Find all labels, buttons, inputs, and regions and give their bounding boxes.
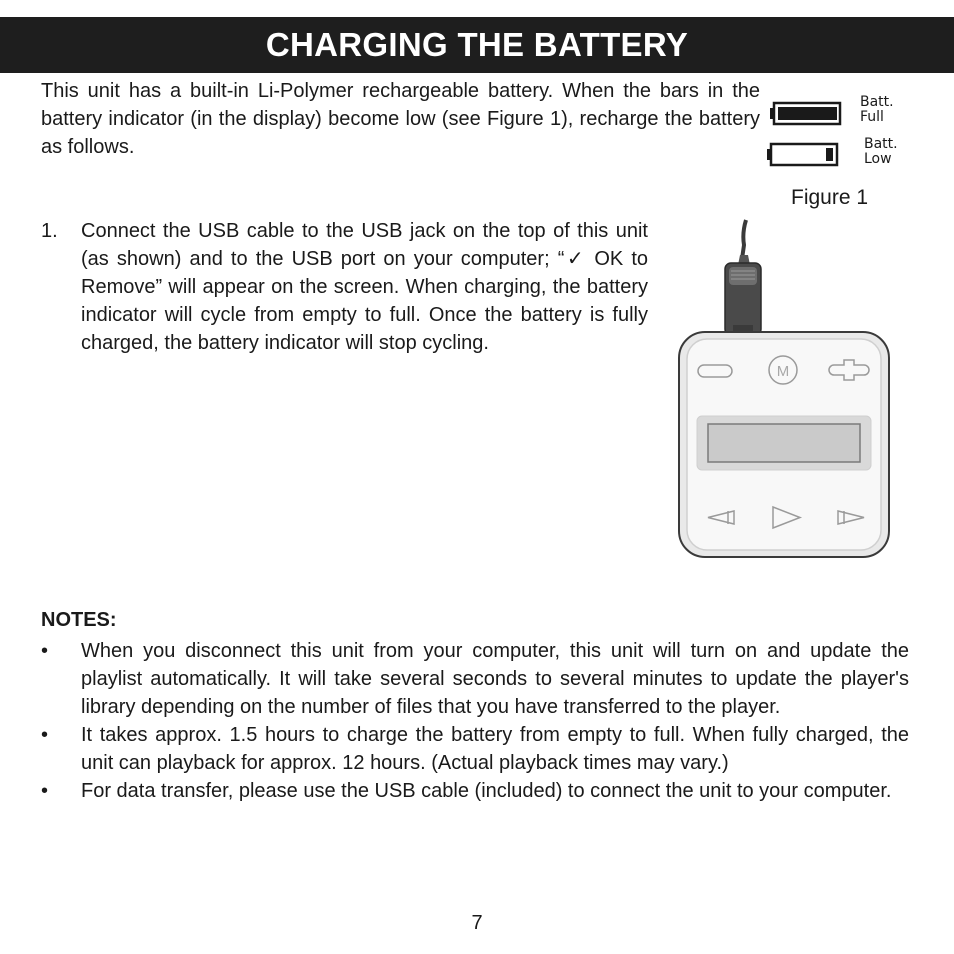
page-number: 7	[471, 912, 483, 934]
battery-low-icon	[767, 142, 839, 168]
batt-low-label: Batt. Low	[864, 136, 898, 167]
bullet: •	[41, 640, 49, 662]
step-1	[41, 217, 648, 357]
mp3-player-illustration	[676, 215, 892, 561]
list-item	[41, 721, 909, 777]
usb-cable	[742, 220, 746, 259]
step-text: Connect the USB cable to the USB jack on the top of this unit (as shown) and to the USB port on your computer; “✓ OK to Remove” will appear on the screen. When charging, the battery indicator will cycle from empty to full. Once the battery is fully charged, the battery indicator will stop cycling.	[81, 220, 648, 354]
page-title: CHARGING THE BATTERY	[265, 26, 689, 63]
menu-button-letter: M	[776, 363, 790, 380]
note-text: It takes approx. 1.5 hours to charge the battery from empty to full. When fully charged, the unit can playback for approx. 12 hours. (Actual playback times may vary.)	[81, 724, 909, 774]
notes-heading: NOTES:	[41, 609, 117, 631]
note-text: When you disconnect this unit from your computer, this unit will turn on and update the playlist automatically. It will take several seconds to several minutes to update the player's library depending on the number of files that you have transferred to the player.	[81, 640, 909, 718]
device-screen	[708, 424, 860, 462]
notes-list	[41, 637, 909, 805]
bullet: •	[41, 780, 49, 802]
step-number: 1.	[41, 220, 58, 242]
bullet: •	[41, 724, 49, 746]
note-text: For data transfer, please use the USB cable (included) to connect the unit to your computer.	[81, 780, 892, 802]
list-item	[41, 777, 909, 805]
batt-full-label: Batt. Full	[860, 94, 894, 125]
intro-paragraph: This unit has a built-in Li-Polymer rechargeable battery. When the bars in the battery indicator (in the display) become low (see Figure 1), recharge the battery as follows.	[41, 80, 760, 158]
battery-full-icon	[770, 101, 842, 127]
section-header-bar	[0, 17, 954, 73]
list-item	[41, 637, 909, 721]
figure-caption: Figure 1	[791, 186, 869, 209]
